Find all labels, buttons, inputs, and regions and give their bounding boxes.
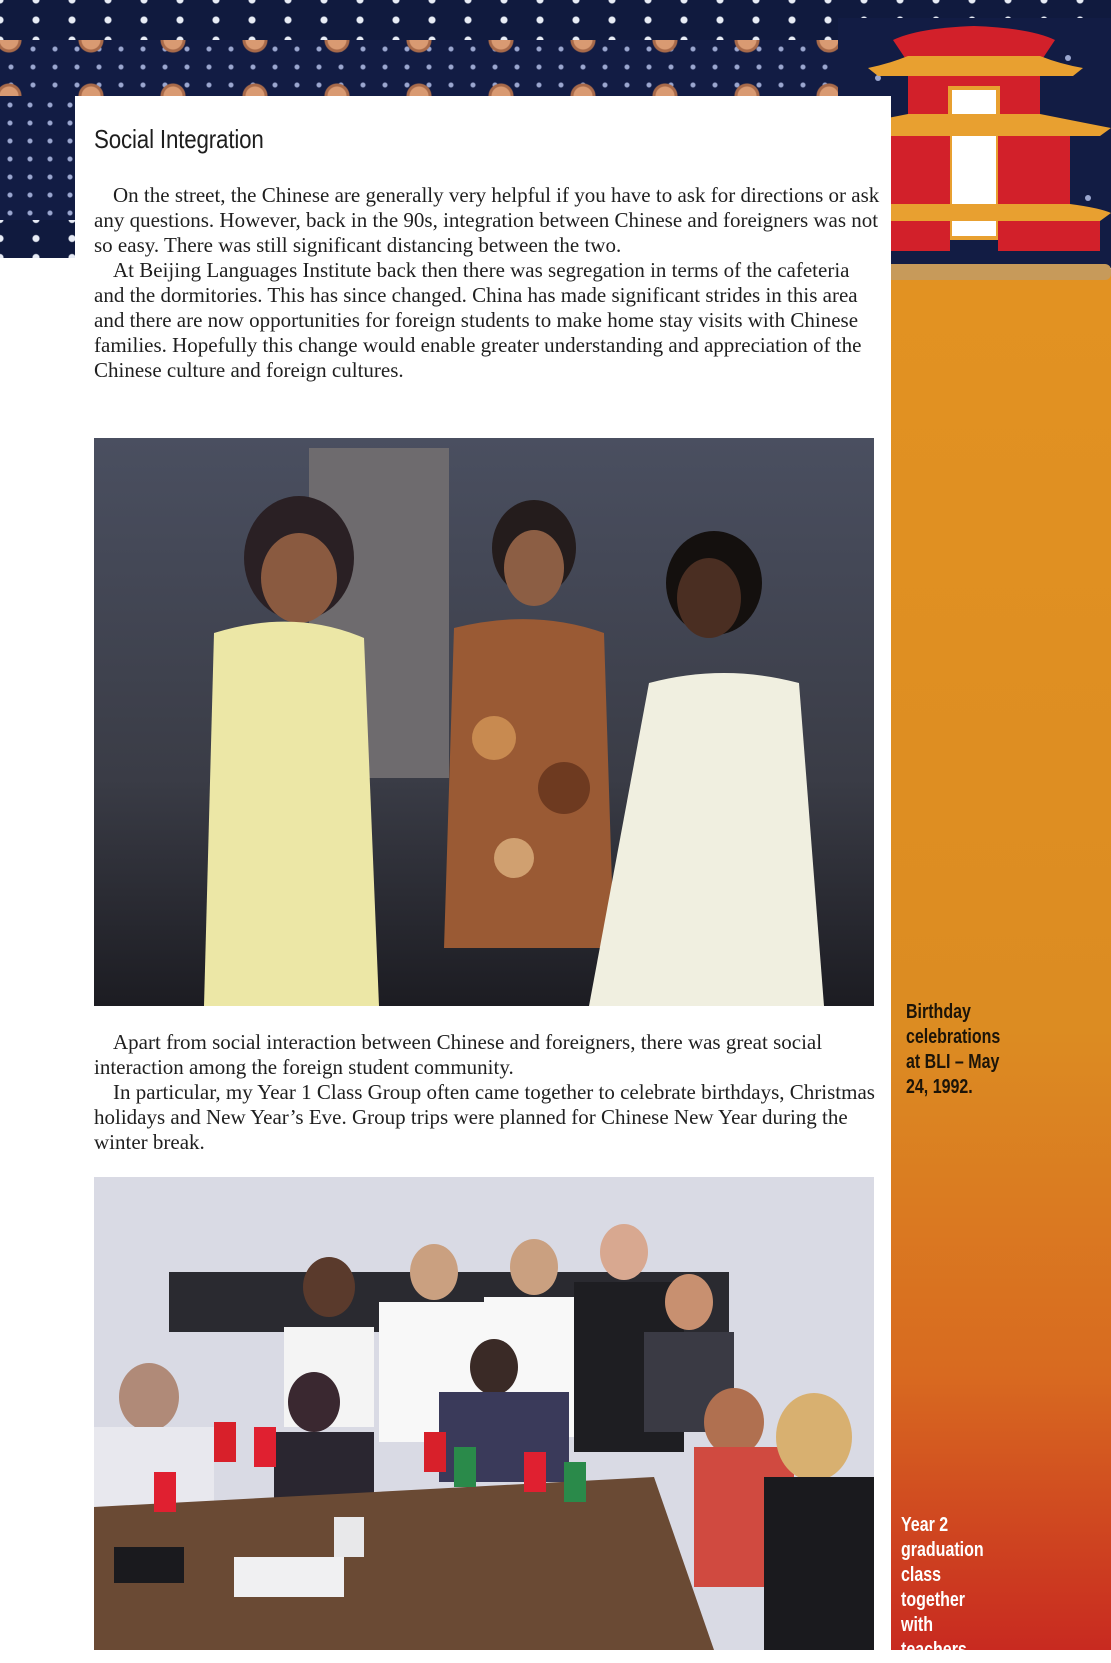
photo-graduation-class xyxy=(94,1177,874,1650)
middle-paragraph: Apart from social interaction between Chinese and foreigners, there was great social interaction among the foreign student community. xyxy=(94,1030,823,1079)
intro-paragraph: At Beijing Languages Institute back then there was segregation in terms of the cafeteria and the dormitories. This has since changed. China has made significant strides in this area and there are now opportunities for foreign students to make home stay visits with Chinese families. Hopefully this change would enable greater understanding and appreciation of the Chinese culture and foreign cultures. xyxy=(94,258,862,382)
intro-paragraph: On the street, the Chinese are generally very helpful if you have to ask for directions or ask any questions. However, back in the 90s, integration between Chinese and foreigners was not so easy. There was still significant distancing between the two. xyxy=(94,183,880,257)
caption-text: Birthday celebrations at BLI – May 24, 1992. xyxy=(906,1001,1001,1098)
photo-birthday-celebration xyxy=(94,438,874,1006)
caption-photo-1 xyxy=(906,1000,1002,1100)
middle-text xyxy=(94,1030,884,1155)
middle-paragraph: In particular, my Year 1 Class Group often came together to celebrate birthdays, Christmas holidays and New Year’s Eve. Group trips were planned for Chinese New Year during the winter break. xyxy=(94,1080,875,1154)
intro-text xyxy=(94,183,884,383)
decorative-floral-left xyxy=(0,96,75,220)
caption-text: Year 2 graduation class together with teachers. xyxy=(901,1514,984,1661)
page-title: Social Integration xyxy=(94,124,264,154)
decorative-dot-strip-left xyxy=(0,220,75,258)
caption-photo-2 xyxy=(901,1513,1001,1663)
sidebar-panel xyxy=(891,270,1111,1650)
